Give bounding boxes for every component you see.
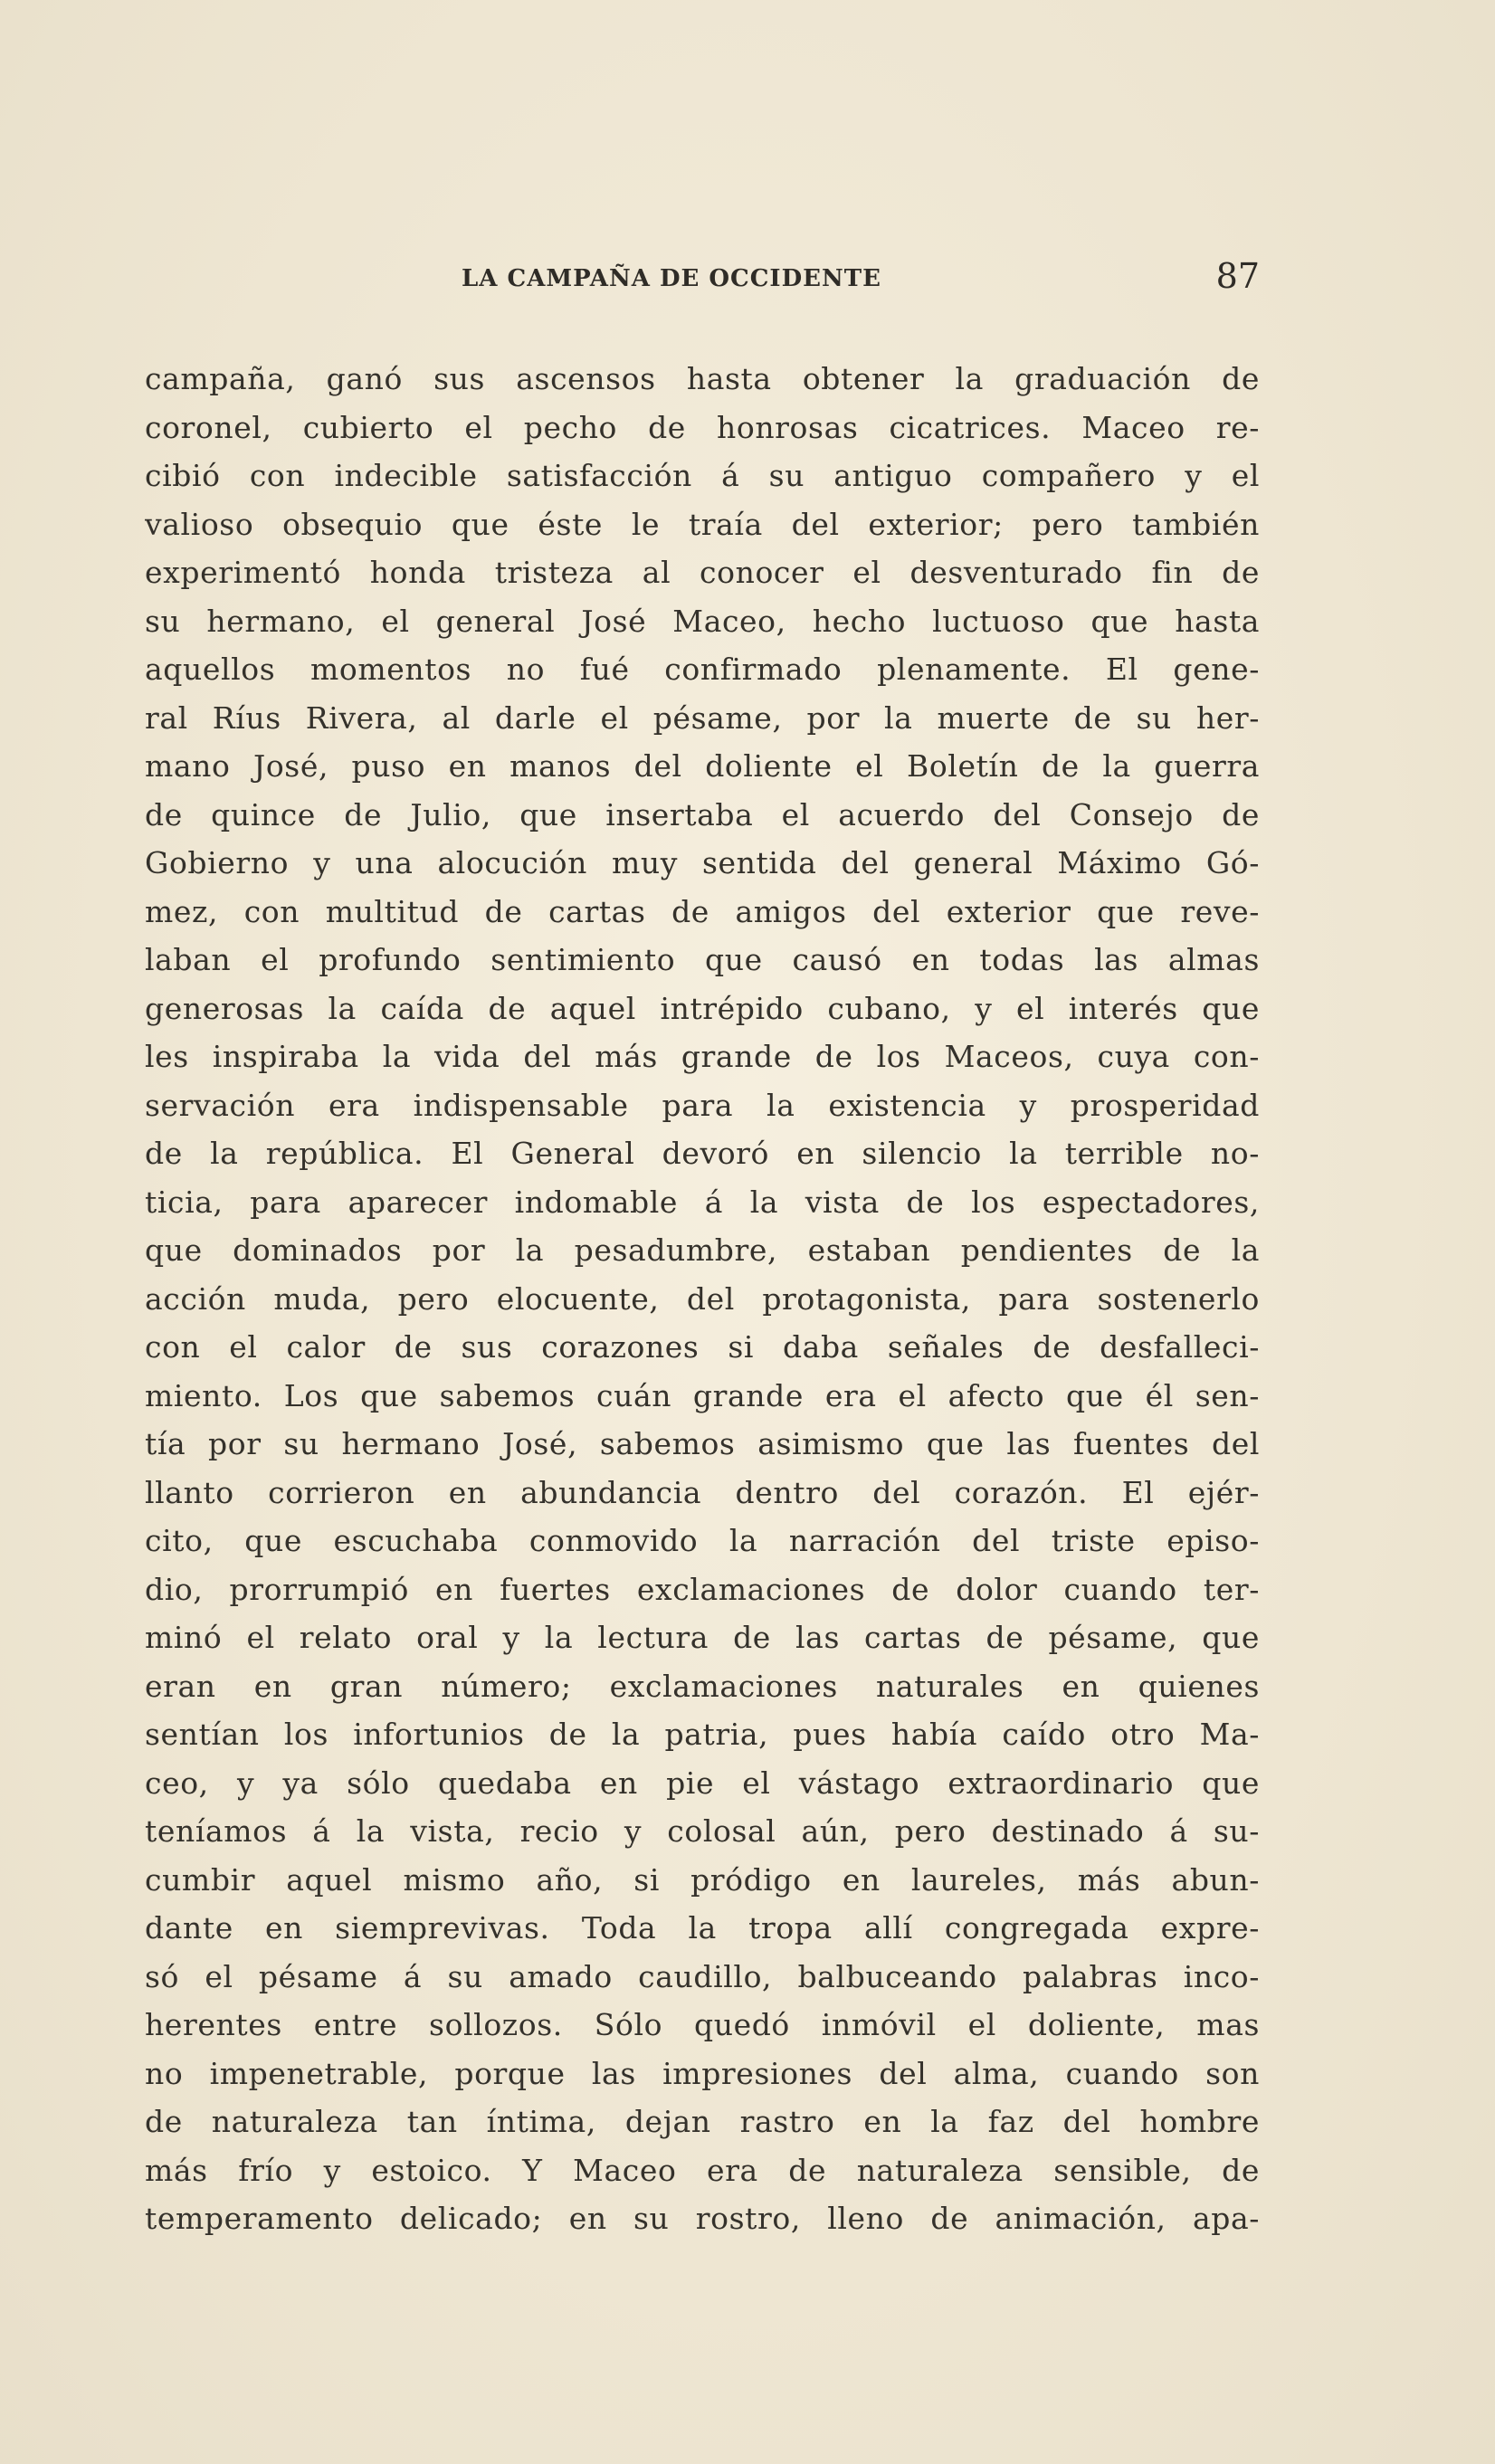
- text-line: cito, que escuchaba conmovido la narración del triste episo-: [145, 1523, 1260, 1558]
- text-line: mano José, puso en manos del doliente el Boletín de la guerra: [145, 748, 1260, 784]
- text-line: campaña, ganó sus ascensos hasta obtener la graduación de: [145, 361, 1260, 396]
- running-title: LA CAMPAÑA DE OCCIDENTE: [462, 265, 881, 292]
- text-line: llanto corrieron en abundancia dentro del corazón. El ejér-: [145, 1474, 1260, 1510]
- text-line: só el pésame á su amado caudillo, balbuceando palabras inco-: [145, 1958, 1260, 1994]
- text-line: con el calor de sus corazones si daba señales de desfalleci-: [145, 1329, 1260, 1365]
- text-line: cibió con indecible satisfacción á su antiguo compañero y el: [145, 458, 1260, 493]
- text-line: teníamos á la vista, recio y colosal aún, pero destinado á su-: [145, 1813, 1260, 1849]
- page-number: 87: [1215, 256, 1260, 296]
- text-line: mez, con multitud de cartas de amigos del exterior que reve-: [145, 893, 1260, 929]
- text-line: de naturaleza tan íntima, dejan rastro en la faz del hombre: [145, 2104, 1260, 2139]
- text-line: servación era indispensable para la existencia y prosperidad: [145, 1087, 1260, 1123]
- text-line: dio, prorrumpió en fuertes exclamaciones de dolor cuando ter-: [145, 1571, 1260, 1607]
- text-line: ticia, para aparecer indomable á la vista de los espectadores,: [145, 1184, 1260, 1220]
- text-line: laban el profundo sentimiento que causó en todas las almas: [145, 942, 1260, 977]
- body-text: [145, 355, 1260, 2243]
- text-line: generosas la caída de aquel intrépido cubano, y el interés que: [145, 990, 1260, 1026]
- text-line: herentes entre sollozos. Sólo quedó inmóvil el doliente, mas: [145, 2007, 1260, 2042]
- text-line: experimentó honda tristeza al conocer el desventurado fin de: [145, 555, 1260, 590]
- text-line: más frío y estoico. Y Maceo era de naturaleza sensible, de: [145, 2152, 1260, 2188]
- text-line: eran en gran número; exclamaciones naturales en quienes: [145, 1668, 1260, 1704]
- text-line: de quince de Julio, que insertaba el acuerdo del Consejo de: [145, 796, 1260, 832]
- text-line: ceo, y ya sólo quedaba en pie el vástago extraordinario que: [145, 1765, 1260, 1801]
- text-line: minó el relato oral y la lectura de las cartas de pésame, que: [145, 1620, 1260, 1655]
- text-line: que dominados por la pesadumbre, estaban pendientes de la: [145, 1232, 1260, 1268]
- text-line: dante en siemprevivas. Toda la tropa allí congregada expre-: [145, 1910, 1260, 1946]
- page-header: [145, 256, 1260, 310]
- text-line: su hermano, el general José Maceo, hecho luctuoso que hasta: [145, 603, 1260, 639]
- text-line: valioso obsequio que éste le traía del exterior; pero también: [145, 506, 1260, 542]
- text-line: sentían los infortunios de la patria, pues había caído otro Ma-: [145, 1717, 1260, 1752]
- text-line: temperamento delicado; en su rostro, lleno de animación, apa-: [145, 2201, 1260, 2236]
- text-line: Gobierno y una alocución muy sentida del general Máximo Gó-: [145, 845, 1260, 880]
- text-line: ral Ríus Rivera, al darle el pésame, por la muerte de su her-: [145, 699, 1260, 736]
- text-line: aquellos momentos no fué confirmado plenamente. El gene-: [145, 652, 1260, 687]
- text-line: acción muda, pero elocuente, del protagonista, para sostenerlo: [145, 1280, 1260, 1317]
- text-line: tía por su hermano José, sabemos asimismo que las fuentes del: [145, 1426, 1260, 1461]
- text-line: no impenetrable, porque las impresiones del alma, cuando son: [145, 2055, 1260, 2091]
- text-line: les inspiraba la vida del más grande de los Maceos, cuya con-: [145, 1039, 1260, 1074]
- text-line: coronel, cubierto el pecho de honrosas cicatrices. Maceo re-: [145, 409, 1260, 445]
- text-line: de la república. El General devoró en silencio la terrible no-: [145, 1136, 1260, 1171]
- text-line: miento. Los que sabemos cuán grande era el afecto que él sen-: [145, 1377, 1260, 1413]
- text-line: cumbir aquel mismo año, si pródigo en laureles, más abun-: [145, 1861, 1260, 1898]
